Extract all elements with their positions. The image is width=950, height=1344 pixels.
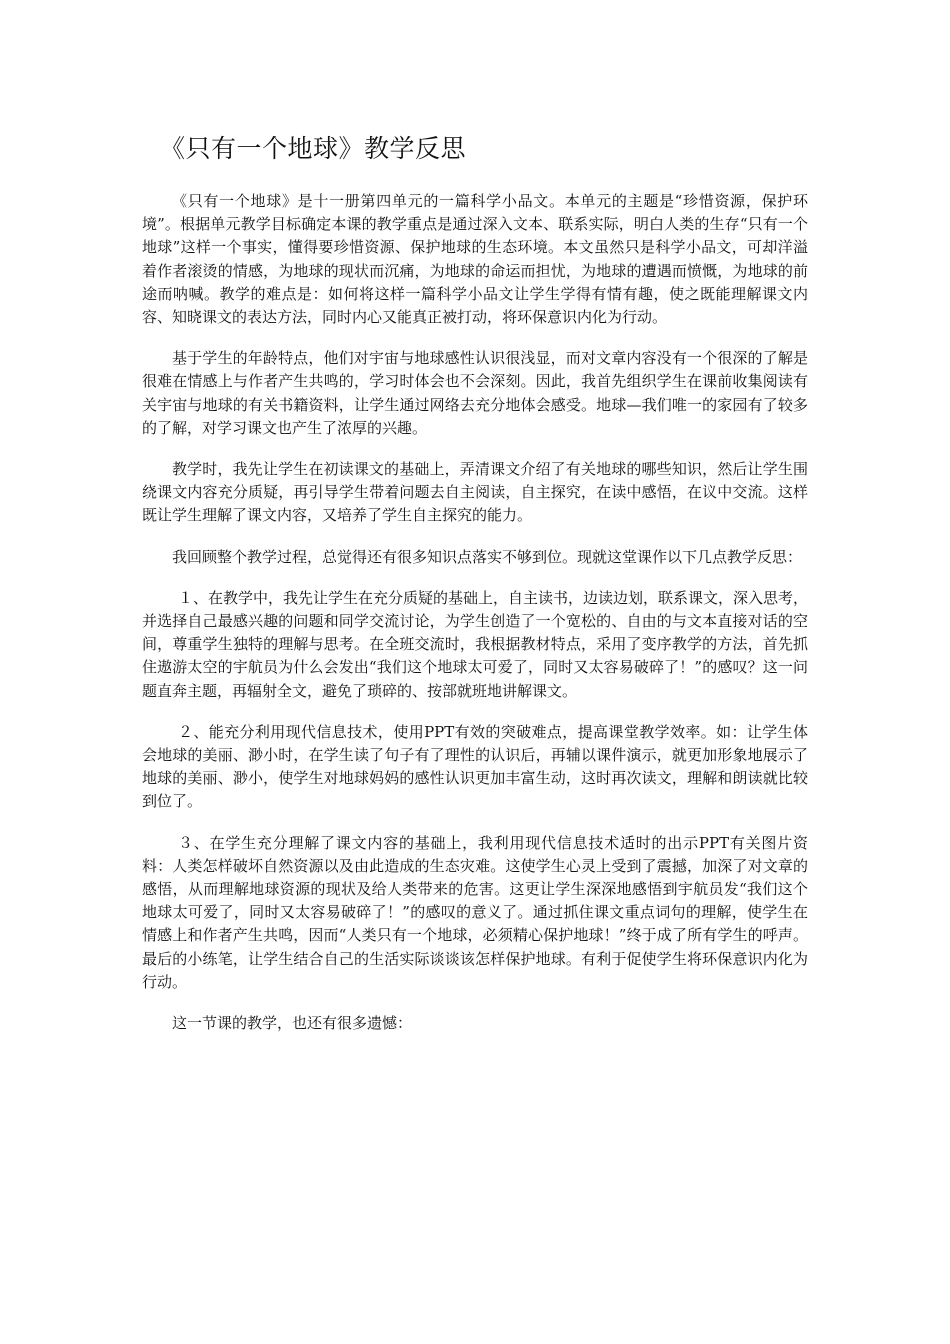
paragraph: 教学时，我先让学生在初读课文的基础上，弄清课文介绍了有关地球的哪些知识，然后让学生围绕课文内容充分质疑，再引导学生带着问题去自主阅读，自主探究，在读中感悟，在议中交流。这样既让学生理解了课文内容，又培养了学生自主探究的能力。 — [142, 460, 808, 525]
paragraph: 《只有一个地球》是十一册第四单元的一篇科学小品文。本单元的主题是“珍惜资源，保护环境”。根据单元教学目标确定本课的教学重点是通过深入文本、联系实际，明白人类的生存“只有一个地球”这样一个事实，懂得要珍惜资源、保护地球的生态环境。本文虽然只是科学小品文，可却洋溢着作者滚烫的情感，为地球的现状而沉痛，为地球的命运而担忧，为地球的遭遇而愤慨，为地球的前途而呐喊。教学的难点是：如何将这样一篇科学小品文让学生学得有情有趣，使之既能理解课文内容、知晓课文的表达方法，同时内心又能真正被打动，将环保意识内化为行动。 — [142, 192, 808, 327]
paragraph: 这一节课的教学，也还有很多遗憾： — [172, 1014, 413, 1033]
paragraph: 我回顾整个教学过程，总觉得还有很多知识点落实不够到位。现就这堂课作以下几点教学反思： — [172, 547, 803, 566]
paragraph-item-3: ３、在学生充分理解了课文内容的基础上，我利用现代信息技术适时的出示PPT有关图片资料：人类怎样破坏自然资源以及由此造成的生态灾难。这使学生心灵上受到了震撼，加深了对文章的感悟，从而理解地球资源的现状及给人类带来的危害。这更让学生深深地感悟到宇航员发“我们这个地球太可爱了，同时又太容易破碎了！”的感叹的意义了。通过抓住课文重点词句的理解，使学生在情感上和作者产生共鸣，因而“人类只有一个地球，必须精心保护地球！”终于成了所有学生的呼声。最后的小练笔，让学生结合自己的生活实际谈谈该怎样保护地球。有利于促使学生将环保意识内化为行动。 — [142, 833, 808, 991]
paragraph: 基于学生的年龄特点，他们对宇宙与地球感性认识很浅显，而对文章内容没有一个很深的了解是很难在情感上与作者产生共鸣的，学习时体会也不会深刻。因此，我首先组织学生在课前收集阅读有关宇宙与地球的有关书籍资料，让学生通过网络去充分地体会感受。地球—我们唯一的家园有了较多的了解，对学习课文也产生了浓厚的兴趣。 — [142, 349, 808, 437]
document-title: 《只有一个地球》教学反思 — [160, 134, 467, 163]
document-body — [142, 190, 808, 1053]
paragraph-item-2: ２、能充分利用现代信息技术，使用PPT有效的突破难点，提高课堂教学效率。如：让学生体会地球的美丽、渺小时，在学生读了句子有了理性的认识后，再辅以课件演示，就更加形象地展示了地球的美丽、渺小，使学生对地球妈妈的感性认识更加丰富生动，这时再次读文，理解和朗读就比较到位了。 — [142, 722, 808, 811]
paragraph-item-1: １、在教学中，我先让学生在充分质疑的基础上，自主读书，边读边划，联系课文，深入思考，并选择自己最感兴趣的问题和同学交流讨论，为学生创造了一个宽松的、自由的与文本直接对话的空间，尊重学生独特的理解与思考。在全班交流时，我根据教材特点，采用了变序教学的方法，首先抓住遨游太空的宇航员为什么会发出“我们这个地球太可爱了，同时又太容易破碎了！”的感叹？这一问题直奔主题，再辐射全文，避免了琐碎的、按部就班地讲解课文。 — [142, 588, 809, 700]
